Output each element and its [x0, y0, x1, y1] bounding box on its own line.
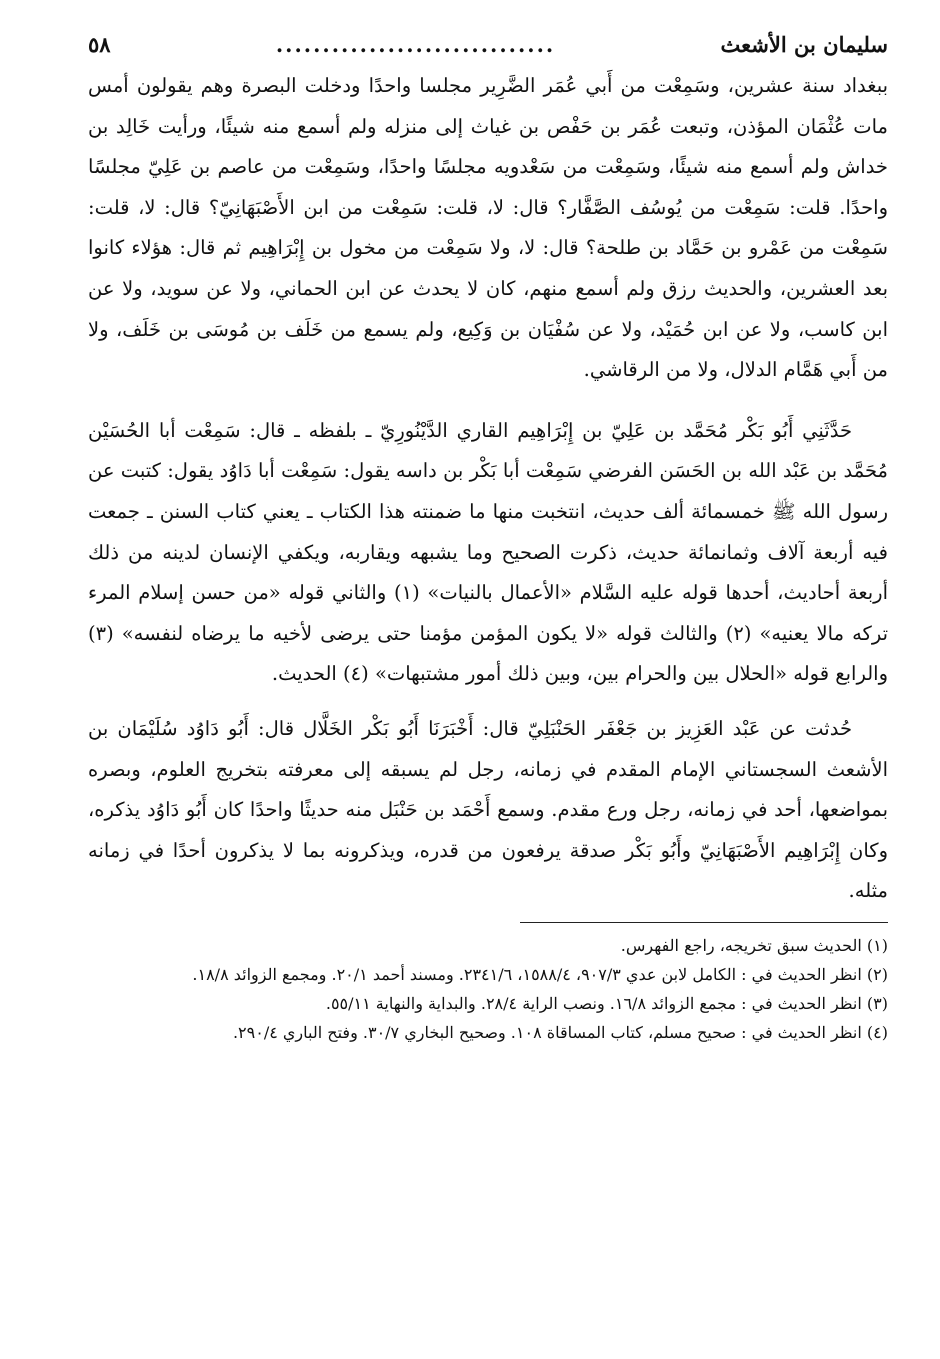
page-header: [88, 30, 888, 62]
body-paragraph-2: حَدَّثَنِي أَبُو بَكْر مُحَمَّد بن عَلِيّ بن إِبْرَاهِيم القاري الدَّيْنُورِيّ ـ بلفظه ـ قال: سَمِعْت أبا الحُسَيْن مُحَمَّد بن عَبْد الله بن الحَسَن الفرضي سَمِعْت أبا بَكْر بن داسه يقول: سَمِعْت أبا دَاوُد يقول: كتبت عن رسول الله ﷺ خمسمائة ألف حديث، انتخبت منها ما ضمنته هذا الكتاب ـ يعني كتاب السنن ـ جمعت فيه أربعة آلاف وثمانمائة حديث، ذكرت الصحيح وما يشبهه ويقاربه، ويكفي الإنسان لدينه من ذلك أربعة أحاديث، أحدها قوله عليه السَّلام «الأعمال بالنيات» (١) والثاني قوله «من حسن إسلام المرء تركه مالا يعنيه» (٢) والثالث قوله «لا يكون المؤمن مؤمنا حتى يرضى لأخيه ما يرضاه لنفسه» (٣) والرابع قوله «الحلال بين والحرام بين، وبين ذلك أمور مشتبهات» (٤) الحديث.: [88, 418, 889, 686]
footnote-2: (٢) انظر الحديث في : الكامل لابن عدي ٩٠٧/٣، ١٥٨٨/٤، ٢٣٤١/٦. ومسند أحمد ٢٠/١. ومجمع الزوائد ١٨/٨.: [192, 964, 888, 984]
footnote-1: (١) الحديث سبق تخريجه، راجع الفهرس.: [620, 935, 888, 955]
header-dots: ..............................: [275, 32, 556, 57]
running-title: سليمان بن الأشعث: [720, 32, 888, 57]
footnote-divider: [520, 922, 888, 923]
footnote-4: (٤) انظر الحديث في : صحيح مسلم، كتاب المساقاة ١٠٨. وصحيح البخاري ٣٠/٧. وفتح الباري ٢٩٠/٤.: [232, 1022, 888, 1042]
book-page: [88, 30, 888, 1047]
footnotes: [88, 931, 888, 1047]
page-number: ٥٨: [88, 32, 111, 57]
footnote-3: (٣) انظر الحديث في : مجمع الزوائد ١٦/٨. ونصب الراية ٢٨/٤. والبداية والنهاية ٥٥/١١.: [325, 993, 888, 1013]
body-paragraph-3: حُدثت عن عَبْد العَزِيز بن جَعْفَر الحَنْبَلِيّ قال: أَخْبَرَنَا أَبُو بَكْر الخَلَّال قال: أَبُو دَاوُد سُلَيْمَان بن الأشعث السجستاني الإمام المقدم في زمانه، رجل لم يسبقه إلى معرفته بتخريج العلوم، وبصره بمواضعها، أحد في زمانه، رجل ورع مقدم. وسمع أَحْمَد بن حَنْبَل منه حديثًا واحدًا كان أَبُو دَاوُد يذكره، وكان إِبْرَاهِيم الأَصْبَهَانِيّ وأَبُو بَكْر صدقة يرفعون من قدره، ويذكرونه بما لا يذكرون أحدًا في زمانه مثله.: [88, 716, 888, 903]
body-paragraph-1: ببغداد سنة عشرين، وسَمِعْت من أَبي عُمَر الضَّرِير مجلسا واحدًا ودخلت البصرة وهم يقولون أمس مات عُثْمَان المؤذن، وتبعت عُمَر بن حَفْص بن غياث إلى منزله ولم أسمع منه شيئًا، ورأيت خَالِد بن خداش ولم أسمع منه شيئًا، وسَمِعْت من سَعْدويه مجلسًا واحدًا، وسَمِعْت من عاصم بن عَلِيّ مجلسًا واحدًا. قلت: سَمِعْت من يُوسُف الصَّفَّار؟ قال: لا، قلت: سَمِعْت من ابن الأَصْبَهَانِيّ؟ قال: لا، قلت: سَمِعْت من عَمْرو بن حَمَّاد بن طلحة؟ قال: لا، ولا سَمِعْت من مخول بن إِبْرَاهِيم ثم قال: هؤلاء كانوا بعد العشرين، والحديث رزق ولم أسمع منهم، كان لا يحدث عن ابن الحماني، ولا عن سويد، ولا عن ابن كاسب، ولا عن ابن حُمَيْد، ولا عن سُفْيَان بن وَكِيع، ولم يسمع من خَلَف بن مُوسَى بن خَلَف، ولا من أَبي هَمَّام الدلال، ولا من الرقاشي.: [88, 74, 888, 382]
